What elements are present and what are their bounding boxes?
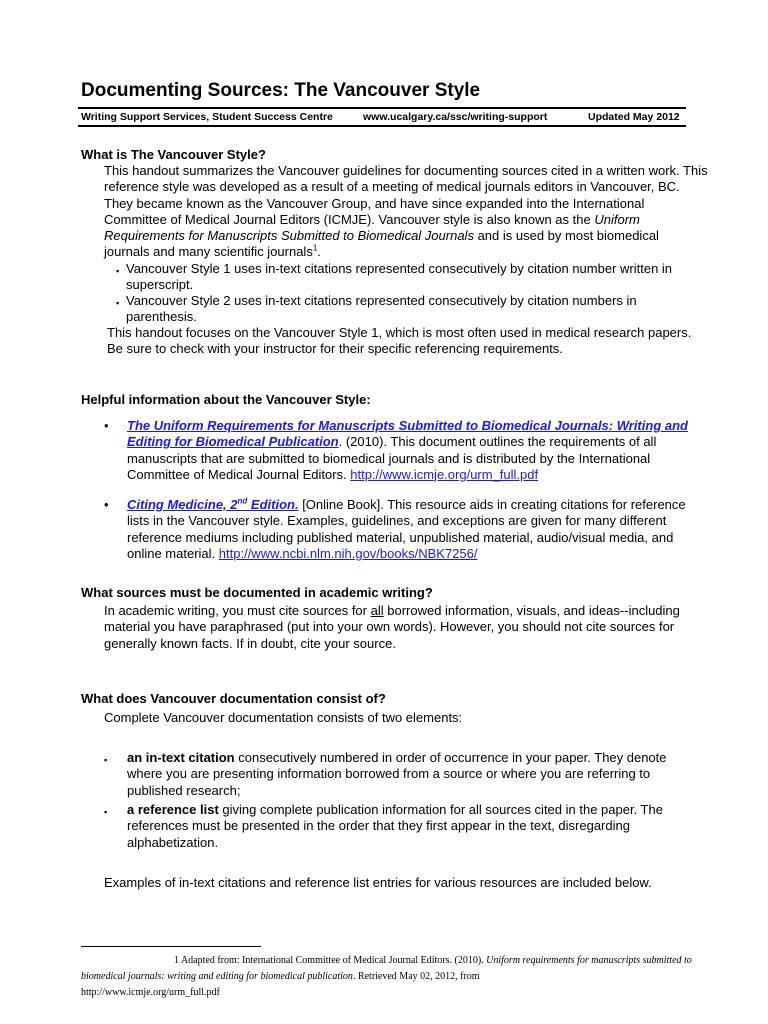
examples-paragraph: Examples of in-text citations and reference list entries for various resources are included below. (104, 875, 652, 890)
footnote-divider (81, 946, 261, 947)
bullet-square-icon: ▪ (116, 266, 120, 276)
list-item: • Citing Medicine, 2nd Edition. [Online Book]. This resource aids in creating citations for reference lists in the Vancouver style. Examples, guidelines, and exceptions are given for many different reference mediums including published material, unpublished material, audio/visual media, and online material. http://www.ncbi.nlm.nih.gov/books/NBK7256/ (104, 496, 686, 561)
page-title: Documenting Sources: The Vancouver Style (81, 80, 481, 101)
header-url: www.ucalgary.ca/ssc/writing-support (363, 111, 548, 123)
section-heading-helpful: Helpful information about the Vancouver Style: (81, 392, 371, 407)
footnote: 1 Adapted from: International Committee of Medical Journal Editors. (2010). Uniform requirements for manuscripts submitted to biomedical journals: writing and editing for biomedical publication. Retrieved May 02, 2012, from http://www.icmje.org/urm_full.pdf (81, 955, 692, 998)
list-item: ▪ an in-text citation consecutively numbered in order of occurrence in your paper. They denote where you are presenting information borrowed from a source or where you are referring to published research; (104, 750, 667, 798)
uniform-requirements-link[interactable]: The Uniform Requirements for Manuscripts Submitted to Biomedical Journals: Writing and Editing for Biomedical Publication (127, 418, 688, 450)
header-bar (78, 107, 686, 127)
icmje-url-link[interactable]: http://www.icmje.org/urm_full.pdf (350, 466, 539, 482)
elements-intro: Complete Vancouver documentation consists of two elements: (104, 710, 463, 725)
list-item: ▪ Vancouver Style 1 uses in-text citations represented consecutively by citation number written in superscript. (116, 261, 673, 293)
list-item: • The Uniform Requirements for Manuscripts Submitted to Biomedical Journals: Writing and Editing for Biomedical Publication. (2010). This document outlines the requirements of all manuscripts that are submitted to biomedical journals and is distributed by the International Committee of Medical Journal Editors. http://www.icmje.org/urm_full.pdf (104, 418, 688, 482)
section-heading-what-sources: What sources must be documented in academic writing? (81, 585, 433, 600)
list-item: ▪ Vancouver Style 2 uses in-text citations represented consecutively by citation numbers in parenthesis. (116, 293, 637, 325)
section-heading-what-does: What does Vancouver documentation consist of? (81, 691, 386, 706)
section-heading-what-is: What is The Vancouver Style? (81, 147, 266, 162)
in-text-citation-term: an in-text citation (127, 750, 235, 765)
bullet-dot-icon: • (104, 418, 109, 433)
list-item: ▪ a reference list giving complete publication information for all sources cited in the paper. The references must be presented in the order that they first appear in the text, disregarding alphabetization. (104, 802, 663, 850)
style1-paragraph: This handout focuses on the Vancouver Style 1, which is most often used in medical research papers. Be sure to check with your instructor for their specific referencing requirements. (107, 325, 692, 357)
footnote-url: http://www.icmje.org/urm_full.pdf (81, 987, 220, 998)
ncbi-url-link[interactable]: http://www.ncbi.nlm.nih.gov/books/NBK7256/ (218, 545, 478, 561)
header-org: Writing Support Services, Student Success Centre (81, 111, 333, 123)
reference-list-term: a reference list (127, 802, 219, 817)
citing-medicine-link[interactable]: Citing Medicine, 2nd Edition. (127, 496, 299, 512)
bullet-square-icon: ▪ (116, 298, 120, 308)
bullet-square-icon: ▪ (104, 807, 108, 817)
header-updated: Updated May 2012 (588, 111, 680, 123)
intro-paragraph: This handout summarizes the Vancouver guidelines for documenting sources cited in a written work. This reference style was developed as a result of a meeting of medical journals editors in Vancouver, BC. They became known as the Vancouver Group, and have since expanded into the International Committee of Medical Journal Editors (ICMJE). Vancouver style is also known as the Uniform Requirements for Manuscripts Submitted to Biomedical Journals and is used by most biomedical journals and many scientific journals$^1$. (104, 163, 708, 260)
bullet-dot-icon: • (104, 497, 109, 512)
sources-paragraph: In academic writing, you must cite sources for all borrowed information, visuals, and ideas--including material you have paraphrased (put into your own words). However, you should not cite sources for generally known facts. If in doubt, cite your source. (104, 603, 680, 651)
bullet-square-icon: ▪ (104, 755, 108, 765)
